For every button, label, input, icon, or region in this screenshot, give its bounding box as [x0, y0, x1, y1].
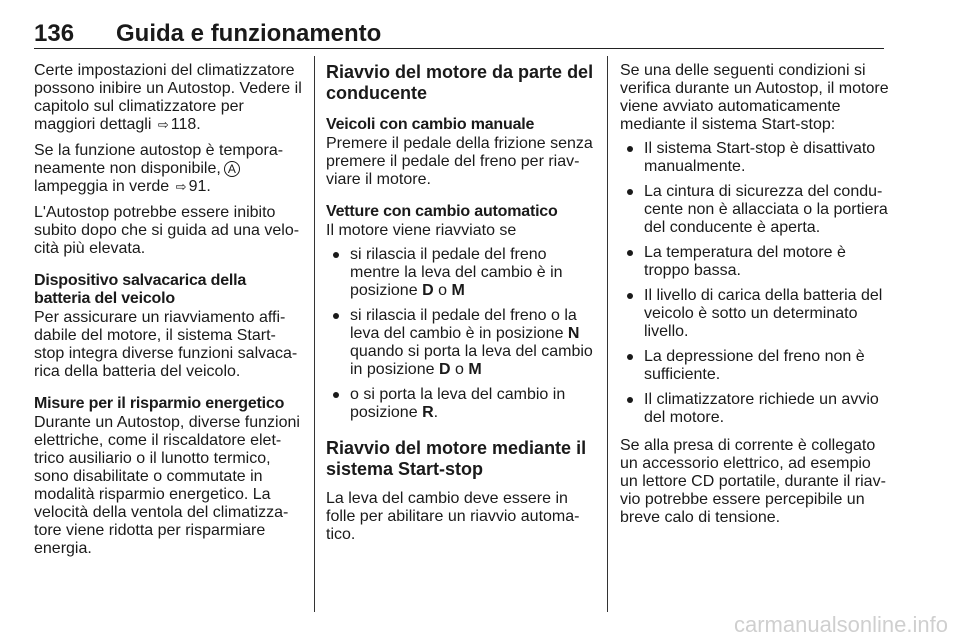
list-item-text: si rilascia il pedale del freno o la leva del cambio è in posizione	[350, 307, 577, 342]
bullet-icon	[627, 397, 633, 403]
list-item-text: Il livello di carica della batteria del veicolo è sotto un determinato livello.	[644, 287, 883, 340]
list-item-text: quando si porta la leva del cambio in posizione	[350, 343, 593, 378]
section-heading: Vetture con cambio automatico	[326, 203, 558, 220]
section-heading: Veicoli con cambio manuale	[326, 116, 535, 133]
paragraph: L'Autostop potrebbe essere inibito subito dopo che si guida ad una velocità più elevata.	[34, 204, 300, 257]
bullet-icon	[333, 392, 339, 398]
bullet-icon	[627, 293, 633, 299]
paragraph: Per assicurare un riavviamento affidabile del motore, il sistema Start-stop integra diverse funzioni salvacarica della batteria del veicolo.	[34, 309, 298, 380]
list-item-text: La temperatura del motore è troppo bassa.	[644, 244, 846, 279]
page-ref-icon: ⇨	[175, 179, 187, 194]
list-item-text: si rilascia il pedale del freno mentre la leva del cambio è in posizione	[350, 246, 563, 299]
column-right	[620, 62, 890, 535]
page-ref: 91.	[188, 178, 211, 195]
list-item-text: o	[454, 361, 464, 378]
bullet-icon	[333, 313, 339, 319]
list-item-text: La depressione del freno non è sufficiente.	[644, 348, 865, 383]
list-item	[326, 386, 598, 422]
gear-position: D	[438, 361, 451, 378]
bullet-icon	[627, 146, 633, 152]
list-item-text: o	[438, 282, 447, 299]
column-divider	[607, 56, 608, 612]
gear-position: D	[422, 282, 434, 299]
bullet-icon	[627, 354, 633, 360]
paragraph	[34, 62, 306, 134]
list-item	[620, 183, 890, 237]
gear-position: N	[567, 325, 580, 342]
list-item-text: o si porta la leva del cambio in posizione	[350, 386, 566, 421]
bullet-list	[326, 246, 598, 422]
column-left	[34, 62, 306, 566]
bullet-icon	[627, 189, 633, 195]
list-item	[326, 307, 598, 379]
paragraph: Se una delle seguenti condizioni si verifica durante un Autostop, il motore viene avviato automaticamente mediante il sistema Start-stop:	[620, 62, 889, 133]
paragraph: Il motore viene riavviato se	[326, 222, 517, 239]
list-item	[620, 244, 890, 280]
section-heading: Dispositivo salvacarica della batteria del veicolo	[34, 272, 247, 307]
watermark: carmanualsonline.info	[733, 612, 948, 637]
paragraph: La leva del cambio deve essere in folle per abilitare un riavvio automatico.	[326, 490, 580, 543]
list-item-text: .	[433, 404, 439, 421]
page-ref-icon: ⇨	[157, 117, 169, 132]
list-item	[620, 348, 890, 384]
bullet-icon	[627, 250, 633, 256]
paragraph: Se alla presa di corrente è collegato un accessorio elettrico, ad esempio un lettore CD portatile, durante il riavvio potrebbe essere percepibile un breve calo di tensione.	[620, 437, 886, 526]
paragraph	[34, 142, 306, 196]
gear-position: R	[422, 404, 434, 421]
page-ref: 118.	[170, 116, 201, 133]
list-item	[620, 140, 890, 176]
autostop-icon: A	[224, 161, 240, 177]
gear-position: M	[451, 282, 465, 299]
page-header	[34, 8, 884, 49]
section-title: Riavvio del motore da parte del conducente	[326, 62, 594, 103]
gear-position: M	[468, 361, 482, 378]
column-divider	[314, 56, 315, 612]
page-number: 136	[34, 20, 75, 47]
bullet-icon	[333, 252, 339, 258]
paragraph: Premere il pedale della frizione senza premere il pedale del freno per riavviare il motore.	[326, 135, 593, 188]
page-title: Guida e funzionamento	[116, 20, 382, 47]
list-item-text: Il sistema Start-stop è disattivato manualmente.	[644, 140, 876, 175]
column-middle	[326, 62, 598, 552]
paragraph-text: lampeggia in verde	[34, 178, 170, 195]
section-title: Riavvio del motore mediante il sistema Start-stop	[326, 438, 587, 479]
list-item-text: La cintura di sicurezza del conducente non è allacciata o la portiera del conducente è aperta.	[644, 183, 888, 236]
paragraph: Durante un Autostop, diverse funzioni elettriche, come il riscaldatore elettrico ausiliario o il lunotto termico, sono disabilitate o commutate in modalità risparmio energetico. La velocità della ventola del climatizzatore viene ridotta per risparmiare energia.	[34, 414, 300, 557]
paragraph-text: Certe impostazioni del climatizzatore possono inibire un Autostop. Vedere il capitolo sul climatizzatore per maggiori dettagli	[34, 62, 302, 133]
list-item	[620, 391, 890, 427]
section-heading: Misure per il risparmio energetico	[34, 395, 285, 412]
list-item	[620, 287, 890, 341]
list-item-text: Il climatizzatore richiede un avvio del motore.	[644, 391, 879, 426]
paragraph-text: Se la funzione autostop è temporaneamente non disponibile,	[34, 142, 284, 177]
bullet-list	[620, 140, 890, 427]
list-item	[326, 246, 598, 300]
